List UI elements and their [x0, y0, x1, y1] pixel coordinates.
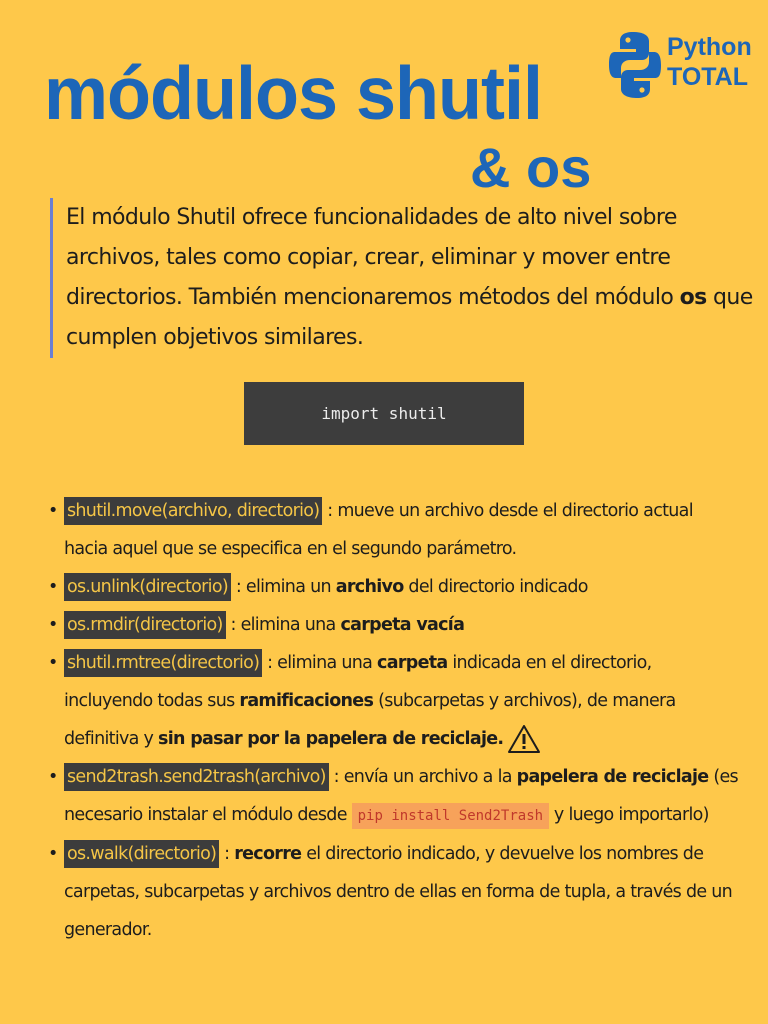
- description-bold: carpeta: [377, 653, 448, 673]
- intro-text: El módulo Shutil ofrece funcionalidades de alto nivel sobre archivos, tales como copiar, crear, eliminar y mover entre directorios. También mencionaremos métodos del módulo: [66, 205, 680, 310]
- separator: :: [328, 767, 344, 787]
- python-logo-icon: [609, 30, 661, 100]
- description: mueve un archivo desde el directorio actual hacia aquel que se especifica en el segundo parámetro.: [64, 501, 693, 559]
- function-name: send2trash.send2trash(archivo): [64, 763, 329, 791]
- function-name: shutil.rmtree(directorio): [64, 649, 262, 677]
- description: (subcarpetas y archivos), de manera definitiva y: [64, 691, 676, 749]
- separator: :: [322, 501, 338, 521]
- intro-paragraph: [50, 198, 756, 358]
- list-item: [48, 606, 738, 644]
- logo-line-total: TOTAL: [667, 63, 749, 91]
- function-name: os.walk(directorio): [64, 840, 219, 868]
- description: elimina una: [277, 653, 378, 673]
- python-total-logo: [609, 28, 752, 100]
- function-name: os.unlink(directorio): [64, 573, 231, 601]
- separator: :: [225, 615, 241, 635]
- description-bold: archivo: [335, 577, 404, 597]
- description: (es necesario instalar el módulo desde: [64, 767, 738, 825]
- logo-line-python: Python: [667, 33, 752, 61]
- intro-bold-os: os: [679, 285, 707, 310]
- description-bold: papelera de reciclaje: [516, 767, 709, 787]
- list-item: [48, 644, 738, 758]
- description-bold: recorre: [234, 844, 302, 864]
- page-title: módulos shutil: [44, 51, 542, 136]
- list-item: [48, 835, 738, 949]
- function-name: os.rmdir(directorio): [64, 611, 226, 639]
- separator: :: [262, 653, 278, 673]
- separator: :: [219, 844, 235, 864]
- intro-text-end: que cumplen objetivos similares.: [66, 285, 753, 350]
- install-command: pip install Send2Trash: [352, 803, 549, 829]
- description: el directorio indicado, y devuelve los nombres de carpetas, subcarpetas y archivos dentro de ellas en forma de tupla, a través de un generador.: [64, 844, 733, 940]
- description: envía un archivo a la: [343, 767, 517, 787]
- description: indicada en el directorio, incluyendo todas sus: [64, 653, 652, 711]
- description: elimina una: [240, 615, 341, 635]
- function-name: shutil.move(archivo, directorio): [64, 497, 322, 525]
- description-bold: sin pasar por la papelera de reciclaje.: [158, 729, 504, 749]
- description: del directorio indicado: [403, 577, 588, 597]
- description-bold: carpeta vacía: [340, 615, 465, 635]
- description: elimina un: [245, 577, 336, 597]
- list-item: [48, 492, 738, 568]
- warning-icon: [507, 724, 541, 754]
- list-item: [48, 568, 738, 606]
- separator: :: [230, 577, 246, 597]
- description-bold: ramificaciones: [239, 691, 374, 711]
- list-item: [48, 758, 738, 835]
- methods-list: [48, 492, 738, 949]
- page-subtitle: & os: [470, 136, 592, 199]
- description: y luego importarlo): [549, 805, 709, 825]
- code-block: import shutil: [244, 382, 524, 445]
